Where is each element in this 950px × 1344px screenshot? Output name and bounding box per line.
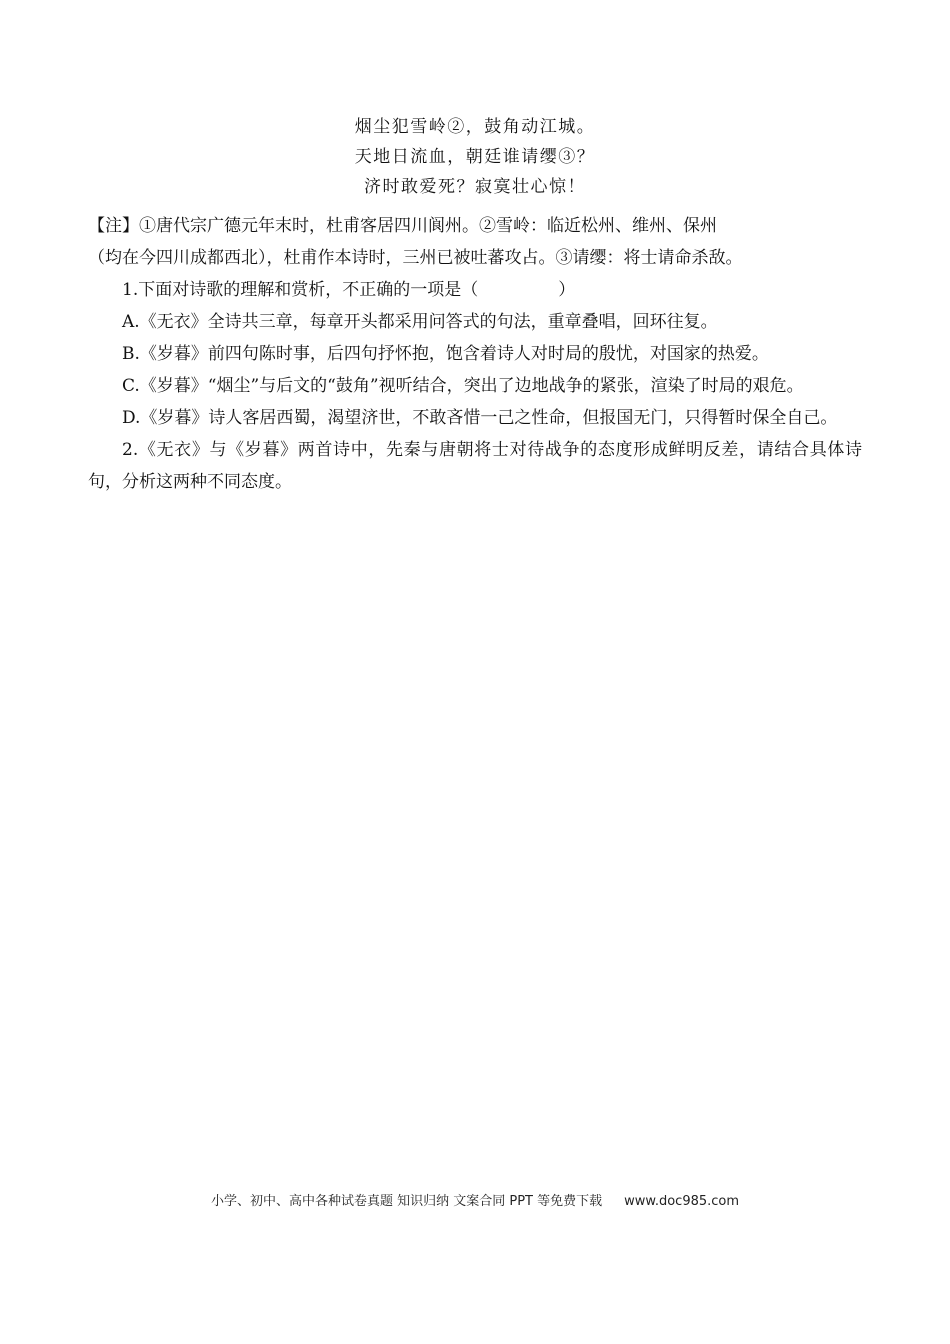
option-b: B.《岁暮》前四句陈时事，后四句抒怀抱，饱含着诗人对时局的殷忧，对国家的热爱。 [122,344,769,364]
footer-text: 小学、初中、高中各种试卷真题 知识归纳 文案合同 PPT 等免费下载 [210,1194,603,1209]
annotation-note [88,210,862,274]
question-1-stem [88,274,862,306]
option-c: C.《岁暮》“烟尘”与后文的“鼓角”视听结合，突出了边地战争的紧张，渲染了时局的艰危。 [122,376,804,396]
poem-line-3: 济时敢爱死？寂寞壮心惊！ [364,177,586,197]
annotation-line-2: （均在今四川成都西北），杜甫作本诗时，三州已被吐蕃攻占。③请缨：将士请命杀敌。 [88,248,743,268]
option-a: A.《无衣》全诗共三章，每章开头都采用问答式的句法，重章叠唱，回环往复。 [122,312,718,332]
poem [0,112,950,202]
question-1-text: 1.下面对诗歌的理解和赏析，不正确的一项是（ [122,280,479,300]
footer-url: www.doc985.com [624,1194,740,1209]
annotation-line-1: 【注】①唐代宗广德元年末时，杜甫客居四川阆州。②雪岭：临近松州、维州、保州 [88,216,717,236]
option-d: D.《岁暮》诗人客居西蜀，渴望济世，不敢吝惜一己之性命，但报国无门，只得暂时保全自己。 [122,408,838,428]
question-1-close-paren: ） [558,280,576,300]
poem-line-1: 烟尘犯雪岭②，鼓角动江城。 [354,117,596,137]
page-footer [0,1190,950,1209]
poem-line-2: 天地日流血，朝廷谁请缨③？ [354,147,596,167]
question-2-stem: 2.《无衣》与《岁暮》两首诗中，先秦与唐朝将士对待战争的态度形成鲜明反差，请结合具体诗句，分析这两种不同态度。 [88,440,862,492]
question-body [88,210,862,498]
